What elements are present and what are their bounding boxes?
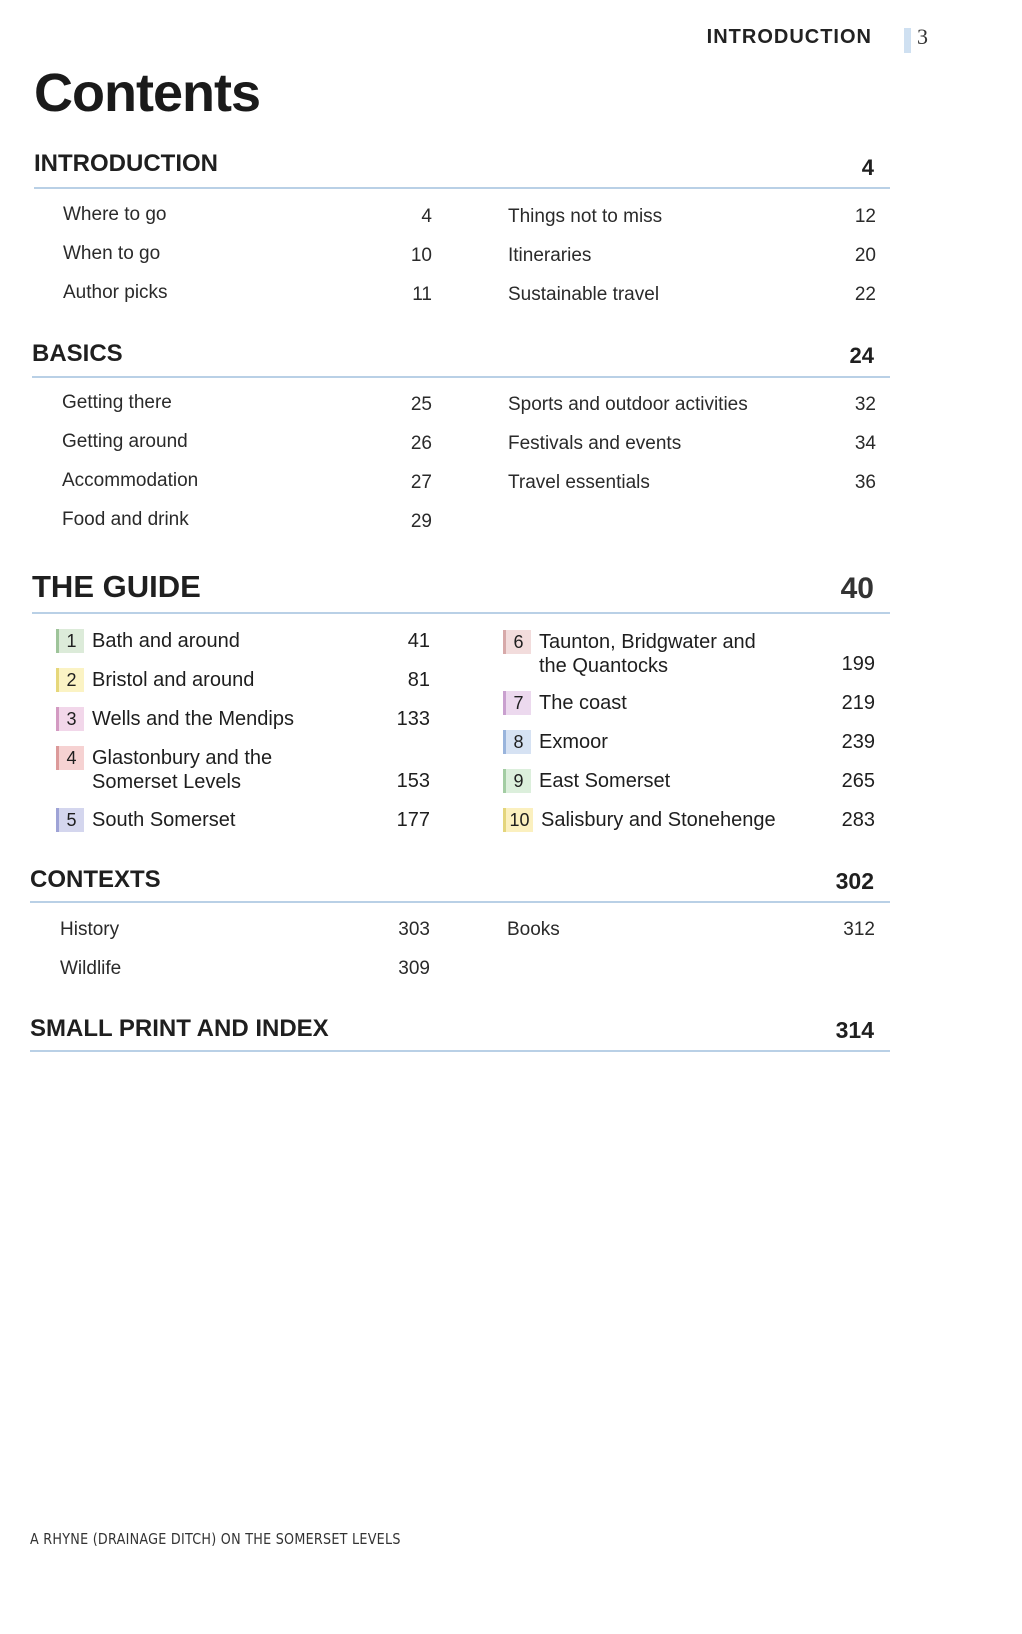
toc-page: 312 bbox=[843, 919, 875, 940]
section-heading-the-guide[interactable]: THE GUIDE bbox=[32, 569, 201, 604]
chapter-badge: 8 bbox=[503, 730, 531, 754]
chapter-badge: 5 bbox=[56, 808, 84, 832]
section-heading-introduction[interactable]: INTRODUCTION bbox=[34, 150, 218, 177]
toc-entry-travel-essentials[interactable]: Travel essentials bbox=[508, 472, 650, 493]
chapter-page: 265 bbox=[841, 770, 875, 792]
chapter-title-line: the Quantocks bbox=[539, 655, 668, 677]
chapter-title bbox=[92, 746, 272, 794]
toc-page: 303 bbox=[398, 919, 430, 940]
chapter-entry-6[interactable] bbox=[503, 630, 756, 678]
chapter-page: 177 bbox=[396, 809, 430, 831]
chapter-badge: 6 bbox=[503, 630, 531, 654]
section-heading-basics[interactable]: BASICS bbox=[32, 340, 123, 367]
chapter-title bbox=[539, 630, 756, 678]
chapter-badge: 4 bbox=[56, 746, 84, 770]
toc-entry-getting-around[interactable]: Getting around bbox=[62, 431, 188, 452]
toc-page: 29 bbox=[410, 511, 432, 532]
section-heading-contexts[interactable]: CONTEXTS bbox=[30, 866, 161, 893]
toc-page: 309 bbox=[398, 958, 430, 979]
chapter-title: South Somerset bbox=[92, 809, 236, 831]
page-number: 3 bbox=[917, 24, 928, 49]
header-accent-bar bbox=[904, 28, 911, 53]
toc-page: 34 bbox=[854, 433, 876, 454]
toc-entry-where-to-go[interactable]: Where to go bbox=[63, 204, 167, 225]
toc-page: 25 bbox=[410, 394, 432, 415]
chapter-entry-5[interactable] bbox=[56, 808, 235, 832]
chapter-badge: 10 bbox=[503, 808, 533, 832]
toc-entry-books[interactable]: Books bbox=[507, 919, 560, 940]
toc-entry-sports-and-outdoor-activities[interactable]: Sports and outdoor activities bbox=[508, 394, 748, 415]
chapter-page: 239 bbox=[841, 731, 875, 753]
toc-entry-itineraries[interactable]: Itineraries bbox=[508, 245, 592, 266]
running-header-section: INTRODUCTION bbox=[706, 26, 872, 48]
chapter-badge: 7 bbox=[503, 691, 531, 715]
section-page-introduction: 4 bbox=[861, 155, 874, 180]
chapter-page: 219 bbox=[841, 692, 875, 714]
chapter-title-line: Taunton, Bridgwater and bbox=[539, 631, 756, 653]
toc-page: 22 bbox=[854, 284, 876, 305]
toc-page: 20 bbox=[854, 245, 876, 266]
chapter-title: Salisbury and Stonehenge bbox=[541, 809, 776, 831]
chapter-entry-4[interactable] bbox=[56, 746, 272, 794]
chapter-title: Wells and the Mendips bbox=[92, 708, 294, 730]
chapter-entry-8[interactable] bbox=[503, 730, 608, 754]
toc-page: 4 bbox=[421, 206, 432, 227]
chapter-page: 199 bbox=[841, 653, 875, 675]
chapter-badge: 2 bbox=[56, 668, 84, 692]
chapter-title: Bath and around bbox=[92, 630, 240, 652]
section-page-small-print-and-index: 314 bbox=[835, 1017, 874, 1043]
chapter-title-line: Glastonbury and the bbox=[92, 747, 273, 769]
toc-entry-accommodation[interactable]: Accommodation bbox=[62, 470, 199, 491]
toc-page: 11 bbox=[412, 284, 432, 305]
chapter-page: 81 bbox=[407, 669, 430, 691]
chapter-title: Exmoor bbox=[539, 731, 608, 753]
toc-entry-author-picks[interactable]: Author picks bbox=[63, 282, 168, 303]
chapter-entry-7[interactable] bbox=[503, 691, 627, 715]
page-title: Contents bbox=[34, 63, 260, 123]
toc-page: 26 bbox=[410, 433, 432, 454]
toc-entry-when-to-go[interactable]: When to go bbox=[63, 243, 161, 264]
chapter-entry-3[interactable] bbox=[56, 707, 294, 731]
chapter-title-line: Somerset Levels bbox=[92, 771, 241, 793]
chapter-page: 133 bbox=[396, 708, 430, 730]
chapter-title: East Somerset bbox=[539, 770, 671, 792]
chapter-entry-1[interactable] bbox=[56, 629, 240, 653]
section-heading-small-print-and-index[interactable]: SMALL PRINT AND INDEX bbox=[30, 1015, 329, 1042]
section-page-basics: 24 bbox=[849, 343, 874, 368]
chapter-page: 153 bbox=[396, 770, 430, 792]
toc-page: 12 bbox=[854, 206, 876, 227]
toc-page: 36 bbox=[854, 472, 876, 493]
chapter-entry-10[interactable] bbox=[503, 808, 776, 832]
toc-entry-wildlife[interactable]: Wildlife bbox=[60, 958, 122, 979]
chapter-title: The coast bbox=[539, 692, 627, 714]
section-rule bbox=[32, 376, 890, 378]
toc-entry-history[interactable]: History bbox=[60, 919, 120, 940]
chapter-badge: 9 bbox=[503, 769, 531, 793]
section-rule bbox=[34, 187, 890, 189]
toc-entry-sustainable-travel[interactable]: Sustainable travel bbox=[508, 284, 660, 305]
photo-caption: A RHYNE (DRAINAGE DITCH) ON THE SOMERSET LEVELS bbox=[30, 1530, 401, 1548]
toc-entry-food-and-drink[interactable]: Food and drink bbox=[62, 509, 189, 530]
toc-entry-festivals-and-events[interactable]: Festivals and events bbox=[508, 433, 682, 454]
section-rule bbox=[30, 901, 890, 903]
toc-page: 10 bbox=[410, 245, 432, 266]
toc-entry-getting-there[interactable]: Getting there bbox=[62, 392, 172, 413]
toc-page: 27 bbox=[410, 472, 432, 493]
section-page-contexts: 302 bbox=[835, 868, 874, 894]
section-rule bbox=[30, 1050, 890, 1052]
chapter-title: Bristol and around bbox=[92, 669, 255, 691]
toc-entry-things-not-to-miss[interactable]: Things not to miss bbox=[508, 206, 663, 227]
section-rule bbox=[32, 612, 890, 614]
toc-page: 32 bbox=[854, 394, 876, 415]
chapter-badge: 1 bbox=[56, 629, 84, 653]
chapter-page: 41 bbox=[407, 630, 430, 652]
chapter-entry-9[interactable] bbox=[503, 769, 670, 793]
chapter-badge: 3 bbox=[56, 707, 84, 731]
section-page-the-guide: 40 bbox=[840, 572, 874, 605]
chapter-entry-2[interactable] bbox=[56, 668, 254, 692]
chapter-page: 283 bbox=[841, 809, 875, 831]
